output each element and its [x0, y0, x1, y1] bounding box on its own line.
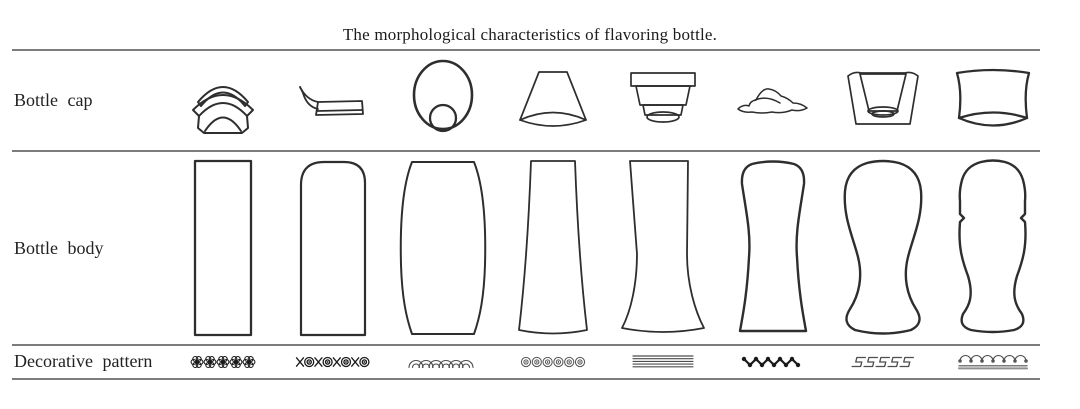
pattern-cell-8 — [938, 346, 1048, 377]
meander-scroll-pattern-icon — [849, 355, 917, 369]
layered-dome-cap-icon — [190, 66, 256, 134]
round-shoulder-body-icon — [298, 159, 368, 337]
parallel-lines-pattern-icon — [632, 354, 694, 369]
hourglass-body-icon — [839, 159, 927, 337]
stepped-tier-cap-icon — [628, 71, 698, 129]
concave-cap-icon — [954, 65, 1032, 135]
row-bottle-cap — [0, 52, 1048, 148]
flared-trapezoid-cap-icon — [518, 69, 588, 131]
bead-zigzag-pattern-icon — [741, 355, 805, 369]
cap-cell-5 — [608, 52, 718, 148]
row-bottle-body — [0, 153, 1048, 343]
cap-cell-4 — [498, 52, 608, 148]
pattern-cell-1 — [168, 346, 278, 377]
double-ring-cap-icon — [411, 58, 475, 142]
running-spiral-pattern-icon — [520, 354, 586, 370]
body-cell-5 — [608, 153, 718, 343]
cap-cell-6 — [718, 52, 828, 148]
row-label-bottle-body: Bottle body — [14, 237, 104, 258]
cap-cell-3 — [388, 52, 498, 148]
cap-cell-1 — [168, 52, 278, 148]
cap-cell-7 — [828, 52, 938, 148]
spout-cap-icon — [298, 80, 368, 120]
body-cell-3 — [388, 153, 498, 343]
cap-cell-8 — [938, 52, 1048, 148]
table-rule-bottom — [12, 378, 1040, 380]
pattern-cell-4 — [498, 346, 608, 377]
skirted-body-icon — [620, 159, 706, 337]
table-rule-top — [12, 49, 1040, 51]
tapered-flared-body-icon — [510, 159, 596, 337]
pattern-cell-2 — [278, 346, 388, 377]
barrel-body-icon — [399, 159, 487, 337]
table-rule-middle — [12, 150, 1040, 152]
mound-cap-icon — [736, 84, 810, 116]
table-title: The morphological characteristics of flavoring bottle. — [342, 25, 718, 44]
row-label-bottle-cap: Bottle cap — [14, 89, 93, 110]
notched-bottle-body-icon — [953, 159, 1033, 337]
waisted-body-icon — [736, 159, 810, 337]
pattern-cell-3 — [388, 346, 498, 377]
wave-scallop-pattern-icon — [958, 353, 1028, 371]
body-cell-4 — [498, 153, 608, 343]
pattern-cell-7 — [828, 346, 938, 377]
body-cell-8 — [938, 153, 1048, 343]
rosette-chain-pattern-icon — [189, 354, 257, 370]
body-cell-6 — [718, 153, 828, 343]
rectangular-body-icon — [193, 159, 253, 337]
pattern-cell-5 — [608, 346, 718, 377]
winged-basin-cap-icon — [846, 70, 920, 130]
cap-cell-2 — [278, 52, 388, 148]
fish-scale-pattern-icon — [408, 354, 478, 370]
body-cell-7 — [828, 153, 938, 343]
body-cell-1 — [168, 153, 278, 343]
pattern-cell-6 — [718, 346, 828, 377]
body-cell-2 — [278, 153, 388, 343]
row-decorative-pattern — [0, 346, 1048, 377]
row-label-decorative-pattern: Decorative pattern — [14, 351, 153, 371]
cross-spiral-coin-pattern-icon — [295, 354, 371, 370]
